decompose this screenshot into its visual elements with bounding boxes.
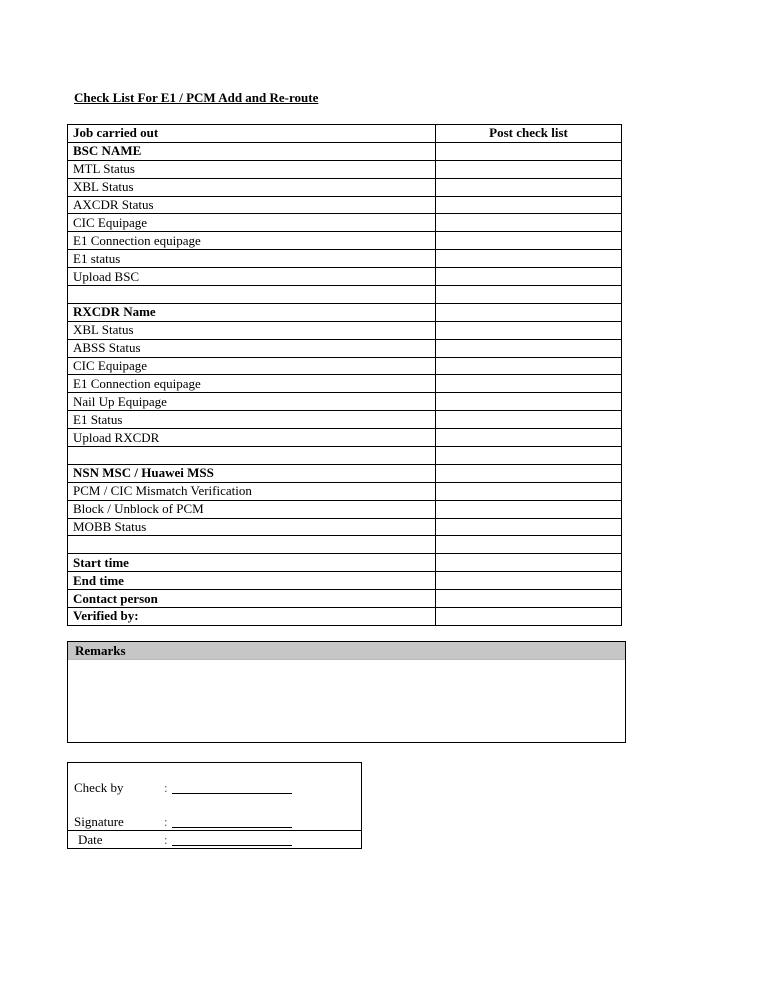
- check-by-label: Check by: [74, 780, 124, 795]
- table-row: [68, 232, 622, 250]
- post-check-cell[interactable]: [436, 303, 622, 321]
- post-check-cell[interactable]: [436, 554, 622, 572]
- table-row: [68, 518, 622, 536]
- post-check-cell[interactable]: [436, 464, 622, 482]
- job-cell: RXCDR Name: [68, 303, 436, 321]
- job-cell: XBL Status: [68, 178, 436, 196]
- table-row: [68, 375, 622, 393]
- job-cell: Verified by:: [68, 608, 436, 626]
- job-cell: ABSS Status: [68, 339, 436, 357]
- table-row: [68, 554, 622, 572]
- table-row: [68, 608, 622, 626]
- post-check-cell[interactable]: [436, 286, 622, 304]
- post-check-cell[interactable]: [436, 447, 622, 465]
- post-check-cell[interactable]: [436, 608, 622, 626]
- post-check-cell[interactable]: [436, 321, 622, 339]
- job-cell: AXCDR Status: [68, 196, 436, 214]
- job-cell: Upload BSC: [68, 268, 436, 286]
- post-check-cell[interactable]: [436, 178, 622, 196]
- post-check-cell[interactable]: [436, 518, 622, 536]
- job-cell: Start time: [68, 554, 436, 572]
- post-check-cell[interactable]: [436, 142, 622, 160]
- remarks-heading: Remarks: [68, 642, 625, 660]
- post-check-cell[interactable]: [436, 536, 622, 554]
- table-row: [68, 411, 622, 429]
- job-cell: CIC Equipage: [68, 357, 436, 375]
- table-row: [68, 250, 622, 268]
- check-by-line[interactable]: [172, 793, 292, 794]
- date-colon: :: [164, 832, 168, 847]
- job-cell: Upload RXCDR: [68, 429, 436, 447]
- remarks-box: [67, 641, 626, 743]
- job-cell: [68, 536, 436, 554]
- post-check-cell[interactable]: [436, 357, 622, 375]
- table-row: [68, 160, 622, 178]
- job-cell: E1 status: [68, 250, 436, 268]
- date-label: Date: [78, 832, 103, 847]
- post-check-cell[interactable]: [436, 250, 622, 268]
- checklist-body: [68, 125, 622, 626]
- post-check-cell[interactable]: [436, 429, 622, 447]
- job-cell: End time: [68, 572, 436, 590]
- table-row: [68, 482, 622, 500]
- signature-colon: :: [164, 814, 168, 829]
- post-check-cell[interactable]: [436, 375, 622, 393]
- checklist-table: [67, 124, 622, 626]
- job-cell: E1 Connection equipage: [68, 375, 436, 393]
- document-title: Check List For E1 / PCM Add and Re-route: [74, 90, 319, 105]
- job-cell: BSC NAME: [68, 142, 436, 160]
- signoff-box: [67, 762, 362, 849]
- job-cell: Nail Up Equipage: [68, 393, 436, 411]
- job-cell: [68, 447, 436, 465]
- table-row: [68, 268, 622, 286]
- job-cell: MOBB Status: [68, 518, 436, 536]
- post-check-cell[interactable]: [436, 482, 622, 500]
- job-cell: Contact person: [68, 590, 436, 608]
- table-header-row: [68, 125, 622, 143]
- table-row: [68, 303, 622, 321]
- job-cell: Block / Unblock of PCM: [68, 500, 436, 518]
- table-row: [68, 447, 622, 465]
- post-check-cell[interactable]: [436, 590, 622, 608]
- header-job-carried-out: Job carried out: [68, 125, 436, 143]
- post-check-cell[interactable]: [436, 160, 622, 178]
- job-cell: MTL Status: [68, 160, 436, 178]
- signature-line[interactable]: [172, 827, 292, 828]
- table-row: [68, 214, 622, 232]
- table-row: [68, 393, 622, 411]
- table-row: [68, 357, 622, 375]
- remarks-content-area[interactable]: [68, 660, 625, 743]
- table-row: [68, 500, 622, 518]
- job-cell: E1 Connection equipage: [68, 232, 436, 250]
- table-row: [68, 286, 622, 304]
- table-row: [68, 178, 622, 196]
- check-by-colon: :: [164, 780, 168, 795]
- table-row: [68, 339, 622, 357]
- header-post-check-list: Post check list: [436, 125, 622, 143]
- table-row: [68, 590, 622, 608]
- post-check-cell[interactable]: [436, 411, 622, 429]
- table-row: [68, 142, 622, 160]
- date-line[interactable]: [172, 845, 292, 846]
- post-check-cell[interactable]: [436, 268, 622, 286]
- table-row: [68, 536, 622, 554]
- job-cell: E1 Status: [68, 411, 436, 429]
- job-cell: [68, 286, 436, 304]
- post-check-cell[interactable]: [436, 572, 622, 590]
- post-check-cell[interactable]: [436, 214, 622, 232]
- post-check-cell[interactable]: [436, 393, 622, 411]
- signature-label: Signature: [74, 814, 124, 829]
- job-cell: XBL Status: [68, 321, 436, 339]
- job-cell: NSN MSC / Huawei MSS: [68, 464, 436, 482]
- job-cell: CIC Equipage: [68, 214, 436, 232]
- table-row: [68, 429, 622, 447]
- table-row: [68, 572, 622, 590]
- job-cell: PCM / CIC Mismatch Verification: [68, 482, 436, 500]
- table-row: [68, 196, 622, 214]
- signoff-divider: [68, 830, 361, 831]
- post-check-cell[interactable]: [436, 196, 622, 214]
- table-row: [68, 464, 622, 482]
- post-check-cell[interactable]: [436, 500, 622, 518]
- table-row: [68, 321, 622, 339]
- post-check-cell[interactable]: [436, 232, 622, 250]
- post-check-cell[interactable]: [436, 339, 622, 357]
